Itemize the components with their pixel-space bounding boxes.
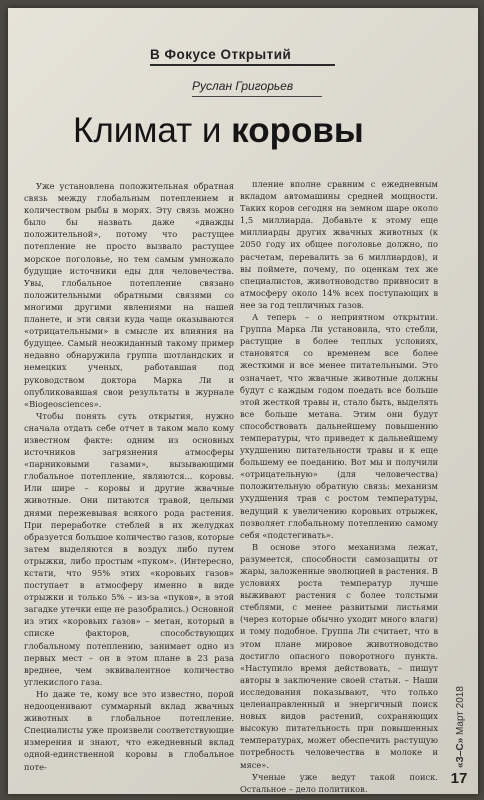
title-part-1: Климат и — [73, 111, 222, 150]
paragraph: Чтобы понять суть открытия, нужно сначала отдать себе отчет в таком мало кому известном факте: одним из основных источников загрязнения атмосферы «парниковыми газами», вызывающими глобальное потепление, являются... коровы. Или шире – коровы и другие жвачные животные. Они питаются травой, целыми днями пережевывая всякого рода растения. При переработке стеблей в их желудках образуется большое количество газов, которые затем выделяются в воздух либо путем отрыжки, либо простым «пуком». (Интересно, кстати, что 95% этих «коровьих газов» поступает в атмосферу именно в виде отрыжки и только 5% – из-за «пуков», в этой загадке утечки еще не разобрались.) Основной из этих «коровьих газов» – метан, который в списке факторов, способствующих глобальному потеплению, занимает одно из первых мест – он в этом плане в 23 раза вреднее, чем эквивалентное количество углекислого газа. — [24, 410, 234, 687]
author-name: Руслан Григорьев — [192, 78, 322, 97]
left-column — [24, 180, 234, 773]
paragraph: Ученые уже ведут такой поиск. Остальное – дело политиков. — [240, 771, 438, 794]
rubric-heading: В Фокусе Открытий — [150, 47, 292, 62]
paragraph: В основе этого механизма лежат, разумеется, способности самозащиты от жары, заложенные эволюцией в растения. В условиях роста температур лучше выживают растения с более толстыми стеблями, с менее развитыми листьями (через которые обычно уходит много влаги) и тому подобное. Группа Ли считает, что в этом плане мировое животноводство достигло опасного поворотного пункта. «Наступило время действовать, – пишут авторы в заключение своей статьи. – Наши исследования показывают, что только целенаправленный и энергичный поиск новых видов растений, сохраняющих высокую питательность при повышенных температурах, может обеспечить растущую потребность человечества в молоке и мясе». — [240, 541, 438, 770]
paragraph: пление вполне сравним с ежедневным вкладом автомашины средней мощности. Таких коров сегодня на земном шаре около 1,5 миллиарда. Добавьте к этому еще миллиарды других жвачных животных (к 2050 году их общее поголовье должно, по расчетам, перевалить за 6 миллиардов), и вы поймете, почему, по оценкам тех же специалистов, животноводство привносит в атмосферу около 14% всех поступающих в нее за год тепличных газов. — [240, 179, 438, 310]
paragraph: Но даже те, кому все это известно, порой недооценивают суммарный вклад жвачных животных в глобальное потепление. Специалисты уже произвели соответствующие измерения и знают, что ежедневный вклад одной-единственной коровы в глобальное поте- — [24, 688, 234, 772]
issue-date: Март 2018 — [455, 686, 466, 736]
rubric-bar — [150, 46, 335, 66]
magazine-name: «З–С» — [455, 737, 466, 768]
magazine-page — [8, 8, 478, 794]
title-part-2: коровы — [231, 111, 364, 150]
paragraph: Уже установлена положительная обратная связь между глобальным потеплением и количеством рыбы в морях. Эту связь можно было бы назвать даже «дважды положительной», потому что растущее потепление не просто вызвало растущее морское поголовье, но тем самым умножало будущие источники еды для человечества. Увы, глобальное потепление связано положительными обратными связями со многими другими явлениями на нашей планете, и эти связи куда чаще оказываются «отрицательными» в смысле их влияния на будущее. Самый неожиданный такому пример недавно обнаружила группа шотландских и немецких ученых, работавшая под руководством доктора Марка Ли и опубликовавшая свои результаты в журнале «Biogeosciences». — [24, 181, 234, 409]
page-number: 17 — [450, 770, 468, 787]
article-title — [73, 106, 413, 156]
right-column — [240, 178, 438, 794]
paragraph: А теперь – о неприятном открытии. Группа Марка Ли установила, что стебли, растущие в более теплых условиях, становятся со временем все более жесткими и все менее питательными. Это означает, что жвачные животные должны будут с каждым годом поедать все больше этой жесткой травы и, стало быть, выделять все больше метана. Этим они будут способствовать дальнейшему повышению температуры, что приведет к дальнейшему ухудшению питательности травы и к еще большему ее поеданию. Вот мы и получили «отрицательную» (для человечества) положительную обратную связь: механизм ухудшения трав с ростом температуры, ведущий к увеличению коровьих отрыжек, позволяет глобальному потеплению самому себя «подстегивать». — [240, 312, 438, 540]
issue-label — [453, 648, 469, 768]
